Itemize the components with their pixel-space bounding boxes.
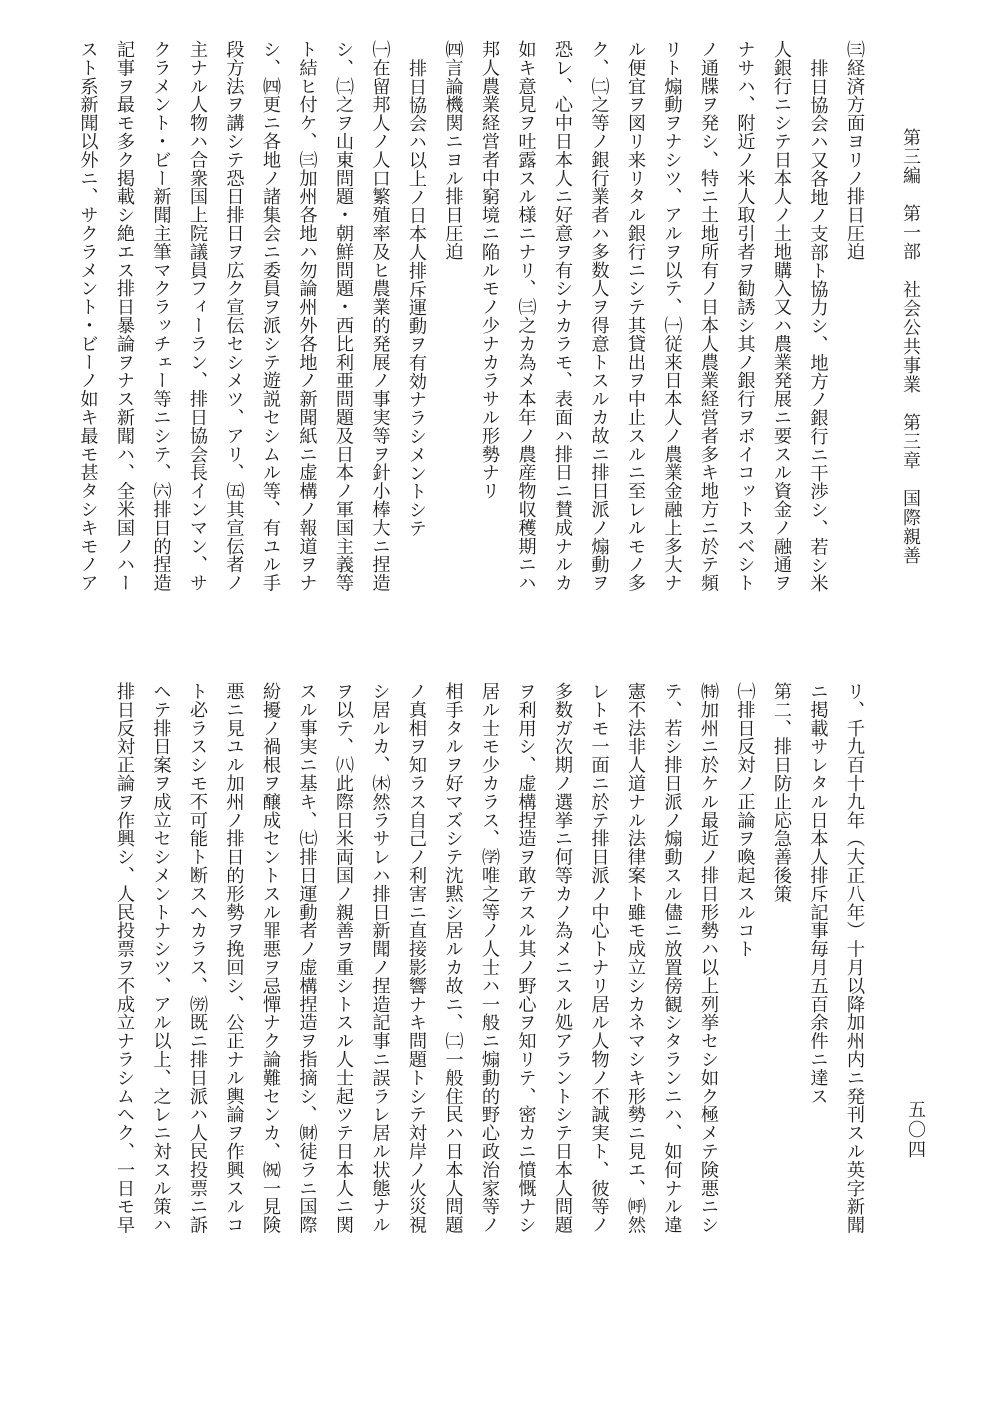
text-line: ヲ利用シ、虚構捏造ヲ敢テスル其ノ野心ヲ知リテ、密カニ憤慨ナシ	[515, 682, 537, 1234]
text-line: 主ナル人物ハ合衆国上院議員フィーラン、排日協会長インマン、サ	[187, 40, 208, 592]
text-line: スト系新聞以外ニ、サクラメント・ビーノ如キ最モ甚タシキモノア	[77, 40, 99, 592]
text-line: ㈵加州ニ於ケル最近ノ排日形勢ハ以上列挙セシ如ク極メテ険悪ニシ	[698, 682, 719, 1234]
upper-text-block	[69, 40, 872, 640]
text-line: 紛擾ノ禍根ヲ醸成セントスル罪悪ヲ忌憚ナク論難センカ、㈷一見険	[260, 682, 281, 1234]
text-line: 恐レ、心中日本人ニ好意ヲ有シナカラモ、表面ハ排日ニ賛成ナルカ	[552, 40, 573, 592]
section-heading: ㈣言論機関ニヨル排日圧迫	[442, 40, 464, 261]
lower-text-block	[106, 682, 873, 1312]
text-line: 排日協会ハ以上ノ日本人排斥運動ヲ有効ナラシメントシテ	[406, 59, 427, 538]
text-line: 邦人農業経営者中窮境ニ陥ルモノ少ナカラサル形勢ナリ	[479, 40, 500, 500]
text-line: ヘテ排日案ヲ成立セシメントナシツ、アル以上、之レニ対スル策ハ	[150, 682, 172, 1234]
text-line: リ、千九百十九年（大正八年）十月以降加州内ニ発刊スル英字新聞	[844, 682, 865, 1234]
text-line: 相手タルヲ好マズシテ沈黙シ居ルカ故ニ、㈡一般住民ハ日本人問題	[442, 682, 464, 1234]
text-line: スル事実ニ基キ、㈦排日運動者ノ虚構捏造ヲ指摘シ、㈶徒ラニ国際	[296, 682, 318, 1234]
text-line: 居ル士モ少カラス、㈻唯之等ノ人士ハ一般ニ煽動的野心政治家等ノ	[479, 682, 500, 1234]
subsection-heading: ㈠排日反対ノ正論ヲ喚起スルコト	[734, 682, 756, 958]
text-line: シ居ルカ、㈭然ラサレハ排日新聞ノ捏造記事ニ誤ラレ居ル状態ナル	[369, 682, 391, 1234]
text-line: ㈠在留邦人ノ人口繁殖率及ヒ農業的発展ノ事実等ヲ針小棒大ニ捏造	[369, 40, 391, 592]
text-line: 排日反対正論ヲ作興シ、人民投票ヲ不成立ナラシムヘク、一日モ早	[114, 682, 135, 1234]
text-line: 排日協会ハ又各地ノ支部ト協力シ、地方ノ銀行ニ干渉シ、若シ米	[807, 59, 829, 593]
text-line: ル便宜ヲ図リ来リタル銀行ニシテ其貸出ヲ中止スルニ至レルモノ多	[625, 40, 646, 592]
text-line: ト結ヒ付ケ、㈢加州各地ハ勿論州外各地ノ新聞紙ニ虚構ノ報道ヲナ	[296, 40, 318, 592]
text-line: ノ真相ヲ知ラス自己ノ利害ニ直接影響ナキ問題トシテ対岸ノ火災視	[406, 682, 427, 1234]
text-line: 悪ニ見ユル加州ノ排日的形勢ヲ挽回シ、公正ナル輿論ヲ作興スルコ	[223, 682, 245, 1234]
text-line: 憲不法非人道ナル法律案ト雖モ成立シカネマシキ形勢ニ見エ、㈺然	[625, 682, 646, 1234]
page-number: 五〇四	[905, 1100, 926, 1160]
text-line: ノ通牒ヲ発シ、特ニ土地所有ノ日本人農業経営者多キ地方ニ於テ頻	[698, 40, 719, 592]
text-line: レトモ一面ニ於テ排日派ノ中心トナリ居ル人物ノ不誠実ト、彼等ノ	[588, 682, 610, 1234]
text-line: 如キ意見ヲ吐露スル様ニナリ、㈢之カ為メ本年ノ農産物収穫期ニハ	[515, 40, 537, 592]
text-line: ナサハ、附近ノ米人取引者ヲ勧誘シ其ノ銀行ヲボイコットスベシト	[734, 40, 756, 592]
text-line: ト必ラスシモ不可能ト断スヘカラス、㈸既ニ排日派ハ人民投票ニ訴	[187, 682, 208, 1234]
text-line: クラメント・ビー新聞主筆マクラッチェー等ニシテ、㈥排日的捏造	[150, 40, 172, 592]
section-heading: 第二、排日防止応急善後策	[771, 682, 792, 903]
text-line: 記事ヲ最モ多ク掲載シ絶エス排日暴論ヲナス新聞ハ、全米国ノハー	[114, 40, 135, 592]
text-line: テ、若シ排日派ノ煽動スル儘ニ放置傍観シタランニハ、如何ナル違	[661, 682, 683, 1234]
text-line: ニ掲載サレタル日本人排斥記事毎月五百余件ニ達ス	[807, 682, 829, 1106]
text-line: ク、㈡之等ノ銀行業者ハ多数人ヲ得意トスルカ故ニ排日派ノ煽動ヲ	[588, 40, 610, 592]
text-line: シ、㈡之ヲ山東問題・朝鮮問題・西比利亜問題及日本ノ軍国主義等	[333, 40, 354, 592]
running-head: 第三編 第一部 社会公共事業 第三章 国際親善	[900, 128, 921, 565]
text-line: 段方法ヲ講シテ恐日排日ヲ広ク宣伝セシメツ、アリ、㈤其宣伝者ノ	[223, 40, 245, 592]
text-line: 多数ガ次期ノ選挙ニ何等カノ為メニスル処アラントシテ日本人問題	[552, 682, 573, 1234]
text-line: シ、㈣更ニ各地ノ諸集会ニ委員ヲ派シテ遊説セシムル等、有ユル手	[260, 40, 281, 592]
section-heading: ㈢経済方面ヨリノ排日圧迫	[844, 40, 865, 261]
text-line: リト煽動ヲナシツ、アルヲ以テ、㈠従来日本人ノ農業金融上多大ナ	[661, 40, 683, 592]
text-line: ヲ以テ、㈧此際日米両国ノ親善ヲ重シトスル人士起ツテ日本人ニ関	[333, 682, 354, 1234]
text-line: 人銀行ニシテ日本人ノ土地購入又ハ農業発展ニ要スル資金ノ融通ヲ	[771, 40, 792, 592]
